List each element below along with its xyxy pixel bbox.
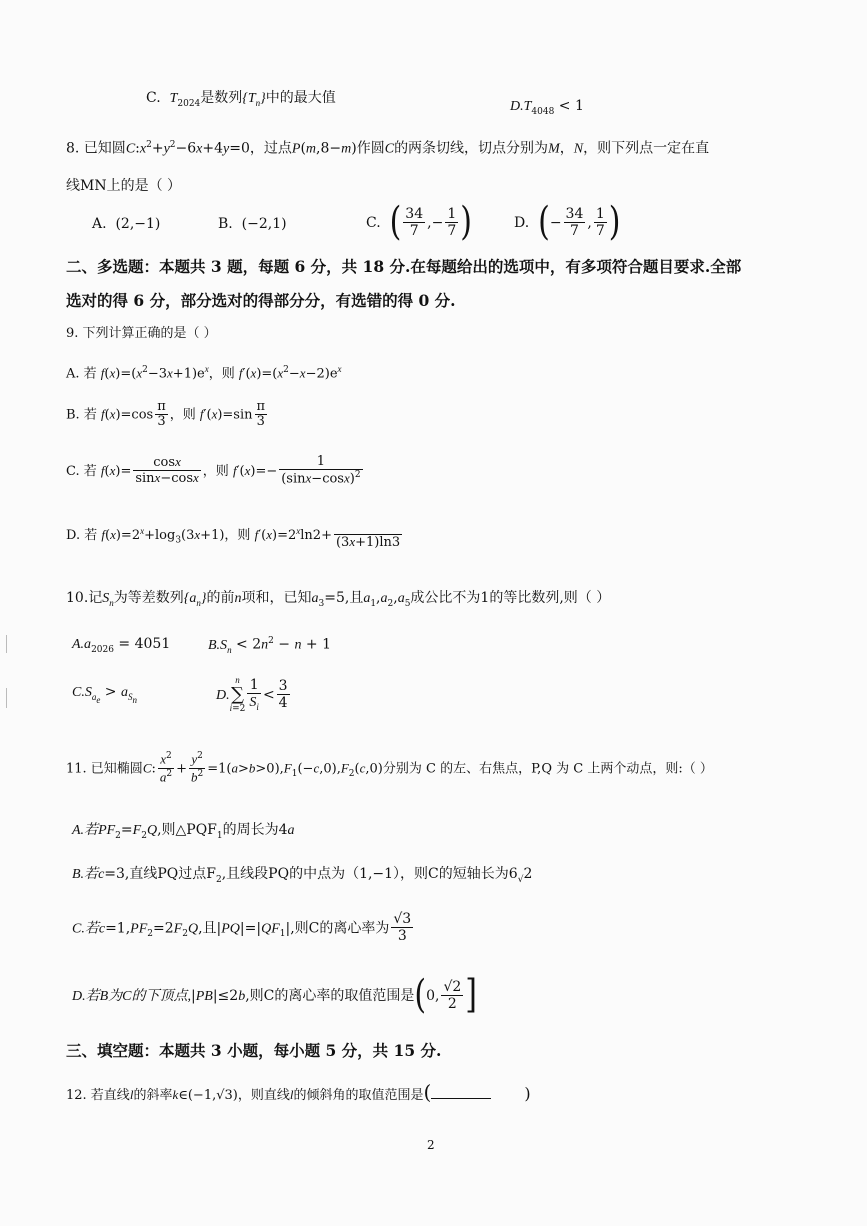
q10-option-b: $B.S_n < 2n^2 - n + 1$ — [208, 636, 332, 655]
q11-option-a: A.若$PF_2=F_2Q$,则$\triangle PQF_1$的周长为4a — [72, 822, 295, 841]
q7-option-c: C. $T_{2024}$是数列$\{T_n\}$中的最大值 — [146, 90, 336, 109]
q11-option-d: D.若B为C的下顶点,|PB|≤2b,则C的离心率的取值范围是(0, $\frac{√2}{2}$ ] — [72, 972, 477, 1019]
scan-mark — [6, 688, 7, 708]
q10-stem: 10.记$S_n$为等差数列$\{a_n\}$的前n项和，已知$a_3=5$,且$a_1,a_2,a_5$成公比不为1的等比数列,则（ ） — [66, 590, 611, 609]
q10-option-c: $C.S_{a_e} > a_{S_n}$ — [72, 684, 137, 705]
page-number: 2 — [427, 1138, 435, 1152]
q12-stem: 12. 若直线l的斜率k∈(−1,√3)，则直线l的倾斜角的取值范围是( ) — [66, 1080, 531, 1104]
section2-heading-line1: 二、多选题：本题共 3 题，每题 6 分，共 18 分.在每题给出的选项中，有多项符合题目要求.全部 — [66, 257, 742, 276]
q11-stem: 11. 已知椭圆C: $\frac{x^2}{a^2}$ + $\frac{y^2}{b^2}$ $=1(a>b>0),F_1(-c,0),F_2(c,0)$分别为 C 的左、右焦点，P,Q 为 C 上两个动点，则:（ ） — [66, 751, 713, 784]
q11-option-b: B.若c=3,直线PQ过点$F_2$,且线段PQ的中点为（1,−1），则C的短轴长为$6_√2$ — [72, 866, 533, 885]
q9-option-c: C. 若 f(x)= $\frac{\cos x}{\sin x-\cos x}$ ，则 f′(x)=− $\frac{1}{(\sin x-\cos x)^2}$ — [66, 454, 361, 487]
q7-option-d: $D.T_{4048} < 1$ — [510, 98, 584, 117]
section3-heading: 三、填空题：本题共 3 小题，每小题 5 分，共 15 分. — [66, 1041, 442, 1060]
q8-option-a: A. (2,−1) — [92, 216, 161, 232]
q8-option-b: B. (−2,1) — [218, 216, 287, 232]
answer-blank[interactable] — [431, 1086, 491, 1099]
q8-option-c: C. ( $\frac{34}{7}$ ,− $\frac{1}{7}$ ) — [366, 199, 472, 246]
q11-option-c: C.若$c=1,PF_2=2F_2Q$,且$|PQ|=|QF_1|$,则C的离心率为 $\frac{√3}{3}$ — [72, 911, 412, 945]
q8-stem-line1: 8. 已知圆$C:x^2+y^2-6x+4y=0$，过点P(m,8−m)作圆C的两条切线，切点分别为M，N，则下列点一定在直 — [66, 140, 710, 157]
q10-option-a: $A.a_{2026} = 4051$ — [72, 636, 171, 655]
scan-mark — [6, 635, 7, 653]
q9-stem: 9. 下列计算正确的是（ ） — [66, 326, 217, 341]
q8-option-d: D. (− $\frac{34}{7}$ , $\frac{1}{7}$ ) — [514, 199, 621, 246]
q8-stem-line2: 线MN上的是（ ） — [66, 178, 182, 194]
section2-heading-line2: 选对的得 6 分，部分选对的得部分分，有选错的得 0 分. — [66, 291, 456, 310]
q9-option-b: B. 若 f(x)=cos $\frac{\pi}{3}$ ，则 f′(x)=sin $\frac{\pi}{3}$ — [66, 399, 266, 430]
q9-option-d: D. 若 $f(x)=2^x+\log_3(3x+1)$，则 $f'(x)=2^x\ln 2+$ (3x+1)ln3 — [66, 520, 404, 551]
q9-option-a: A. 若 $f(x)=(x^2-3x+1)e^x$，则 $f'(x)=(x^2-x-2)e^x$ — [66, 364, 342, 382]
q10-option-d: D.n ∑ i=2 $\frac{1}{S_i}$ < $\frac{3}{4}$ — [216, 675, 288, 714]
